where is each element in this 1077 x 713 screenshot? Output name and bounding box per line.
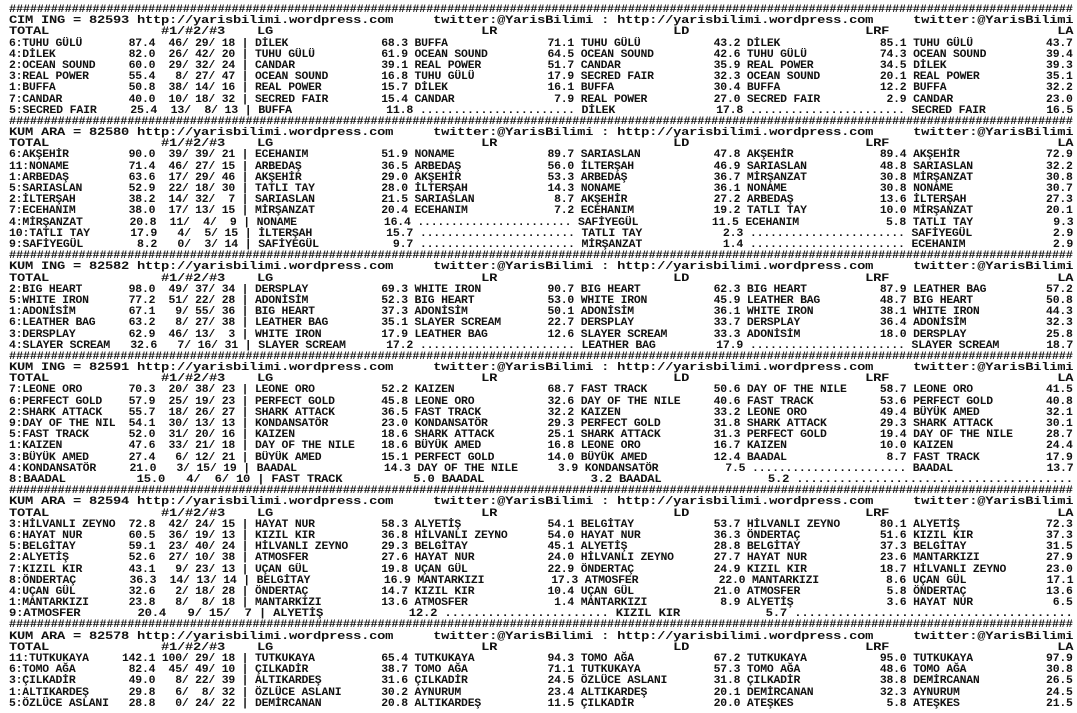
data-row: 9:ATMOSFER 20.4 9/ 15/ 7 | ALYETİŞ 12.2 ....................... KIZIL KIR 5.7 ....................................... xyxy=(9,608,1073,621)
separator-line: ######################################################################################################################################################### xyxy=(9,619,1073,632)
data-row: 5:FAST TRACK 52.0 31/ 20/ 16 | KAIZEN 18.6 SHARK ATTACK 25.1 SHARK ATTACK 31.3 PERFECT GOLD 19.4 DAY OF THE NILE 28.7 xyxy=(9,429,1073,442)
data-row: 1:BUFFA 50.8 38/ 14/ 16 | REAL POWER 15.7 DİLEK 16.1 BUFFA 30.4 BUFFA 12.2 BUFFA 32.2 xyxy=(9,82,1073,95)
race-header: KUM ARA = 82578 http://yarisbilimi.wordpress.com twitter:@YarisBilimi : http://yarisbilimi.wordpress.com twitter:@YarisBilimi xyxy=(9,630,1074,643)
data-row: 9:DAY OF THE NIL 54.1 30/ 13/ 13 | KONDANSATÖR 23.0 KONDANSATÖR 29.3 PERFECT GOLD 31.8 SHARK ATTACK 29.3 SHARK ATTACK 30.1 xyxy=(9,418,1073,431)
data-row: 3:HİLVANLI ZEYNO 72.8 42/ 24/ 15 | HAYAT NUR 58.3 ALYETİŞ 54.1 BELGİTAY 53.7 HİLVANLI ZEYNO 80.1 ALYETİŞ 72.3 xyxy=(9,518,1073,531)
data-row: 9:SAFİYEGÜL 8.2 0/ 3/ 14 | SAFİYEGÜL 9.7 ....................... MİRŞANZAT 1.4 ....................... ECEHANIM 2.9 xyxy=(9,239,1074,251)
data-row: 7:CANDAR 40.0 10/ 18/ 32 | SECRED FAIR 15.4 CANDAR 7.9 REAL POWER 27.0 SECRED FAIR 2.9 CANDAR 23.0 xyxy=(9,93,1073,106)
data-row: 1:ALTIKARDEŞ 29.8 6/ 8/ 32 | ÖZLÜCE ASLANI 30.2 AYNURUM 23.4 ALTIKARDEŞ 20.1 DEMİRCANAN 32.3 AYNURUM 24.5 xyxy=(9,686,1073,699)
column-header: TOTAL #1/#2/#3 LG LR LD LRF LA xyxy=(9,507,1074,520)
separator-line: ######################################################################################################################################################### xyxy=(9,4,1073,16)
race-header: KUM ING = 82591 http://yarisbilimi.wordpress.com twitter:@YarisBilimi : http://yarisbilimi.wordpress.com twitter:@YarisBilimi xyxy=(9,362,1074,375)
data-row: 1:ARBEDAŞ 63.6 17/ 29/ 46 | AKŞEHİR 29.0 AKŞEHİR 53.3 ARBEDAŞ 36.7 MİRŞANZAT 30.8 MİRŞANZAT 30.8 xyxy=(9,171,1073,184)
data-row: 4:UÇAN GÜL 32.6 2/ 18/ 28 | ÖNDERTAÇ 14.7 KIZIL KIR 10.4 UÇAN GÜL 21.0 ATMOSFER 5.8 ÖNDERTAÇ 13.6 xyxy=(9,585,1073,598)
data-row: 4:MİRŞANZAT 20.8 11/ 4/ 9 | NONAME 16.4 ....................... SAFİYEGÜL 11.5 ECEHANIM 5.8 TATLI TAY 9.3 xyxy=(9,216,1074,229)
column-header: TOTAL #1/#2/#3 LG LR LD LRF LA xyxy=(9,641,1074,654)
data-row: 3:BÜYÜK AMED 27.4 6/ 12/ 21 | BÜYÜK AMED 15.1 PERFECT GOLD 14.0 BÜYÜK AMED 12.4 BAADAL 8.7 FAST TRACK 17.9 xyxy=(9,451,1073,464)
data-row: 4:DİLEK 82.0 26/ 42/ 20 | TUHU GÜLÜ 61.9 OCEAN SOUND 64.5 OCEAN SOUND 42.6 TUHU GÜLÜ 74.3 OCEAN SOUND 39.4 xyxy=(9,48,1073,61)
data-row: 3:ÇILKADİR 49.0 8/ 22/ 39 | ALTIKARDEŞ 31.6 ÇILKADİR 24.5 ÖZLÜCE ASLANI 31.8 ÇILKADİR 38.8 DEMİRCANAN 26.5 xyxy=(9,675,1073,688)
separator-line: ######################################################################################################################################################### xyxy=(9,485,1073,498)
data-row: 3:DERSPLAY 62.9 46/ 13/ 3 | WHITE IRON 17.9 LEATHER BAG 12.6 SLAYER SCREAM 33.3 ADONİSİM 18.0 DERSPLAY 25.8 xyxy=(9,328,1073,341)
data-row: 2:İLTERŞAH 38.2 14/ 32/ 7 | SARIASLAN 21.5 SARIASLAN 8.7 AKŞEHİR 27.2 ARBEDAŞ 13.6 İLTERŞAH 27.3 xyxy=(9,194,1073,207)
column-header: TOTAL #1/#2/#3 LG LR LD LRF LA xyxy=(9,373,1074,386)
data-row: 1:KAIZEN 47.6 33/ 21/ 18 | DAY OF THE NILE 18.6 BÜYÜK AMED 16.8 LEONE ORO 16.7 KAIZEN 10.0 KAIZEN 24.4 xyxy=(9,440,1073,453)
data-row: 7:LEONE ORO 70.3 20/ 38/ 23 | LEONE ORO 52.2 KAIZEN 68.7 FAST TRACK 50.6 DAY OF THE NILE 58.7 LEONE ORO 41.5 xyxy=(9,384,1073,397)
data-row: 5:BELGİTAY 59.1 23/ 40/ 24 | HİLVANLI ZEYNO 29.3 BELGİTAY 45.1 ALYETİŞ 28.8 BELGİTAY 37.3 BELGİTAY 31.5 xyxy=(9,541,1073,554)
race-header: KUM ARA = 82594 http://yarisbilimi.wordpress.com twitter:@YarisBilimi : http://yarisbilimi.wordpress.com twitter:@YarisBilimi xyxy=(9,496,1074,509)
race-header: KUM ARA = 82580 http://yarisbilimi.wordpress.com twitter:@YarisBilimi : http://yarisbilimi.wordpress.com twitter:@YarisBilimi xyxy=(9,127,1074,140)
data-row: 5:SECRED FAIR 25.4 13/ 8/ 13 | BUFFA 11.8 ....................... DİLEK 17.8 ....................... SECRED FAIR 16.5 xyxy=(9,104,1074,117)
column-header: TOTAL #1/#2/#3 LG LR LD LRF LA xyxy=(9,272,1074,285)
race-header: CIM ING = 82593 http://yarisbilimi.wordpress.com twitter:@YarisBilimi : http://yarisbilimi.wordpress.com twitter:@YarisBilimi xyxy=(9,15,1074,28)
separator-line: ######################################################################################################################################################### xyxy=(9,350,1073,363)
data-row: 4:SLAYER SCREAM 32.6 7/ 16/ 31 | SLAYER SCREAM 17.2 ....................... LEATHER BAG 17.9 ....................... SLAYER SCREAM 18.7 xyxy=(9,339,1074,352)
race-header: KUM ING = 82582 http://yarisbilimi.wordpress.com twitter:@YarisBilimi : http://yarisbilimi.wordpress.com twitter:@YarisBilimi xyxy=(9,261,1074,274)
data-row: 7:KIZIL KIR 43.1 9/ 23/ 13 | UÇAN GÜL 19.8 UÇAN GÜL 22.9 ÖNDERTAÇ 24.9 KIZIL KIR 18.7 HİLVANLI ZEYNO 23.0 xyxy=(9,563,1073,576)
separator-line: ######################################################################################################################################################### xyxy=(9,250,1073,263)
data-row: 8:ÖNDERTAÇ 36.3 14/ 13/ 14 | BELGİTAY 16.9 MANTARKIZI 17.3 ATMOSFER 22.0 MANTARKIZI 8.6 UÇAN GÜL 17.1 xyxy=(9,574,1074,587)
data-row: 11:TUTKUKAYA 142.1 100/ 29/ 18 | TUTKUKAYA 65.4 TUTKUKAYA 94.3 TOMO AĞA 67.2 TUTKUKAYA 95.0 TUTKUKAYA 97.9 xyxy=(9,653,1073,666)
data-row: 6:TUHU GÜLÜ 87.4 46/ 29/ 18 | DİLEK 68.3 BUFFA 71.1 TUHU GÜLÜ 43.2 DİLEK 85.1 TUHU GÜLÜ 43.7 xyxy=(9,37,1073,50)
data-row: 5:WHITE IRON 77.2 51/ 22/ 28 | ADONİSİM 52.3 BIG HEART 53.0 WHITE IRON 45.9 LEATHER BAG 48.7 BIG HEART 50.8 xyxy=(9,294,1073,307)
data-row: 6:LEATHER BAG 63.2 8/ 27/ 38 | LEATHER BAG 35.1 SLAYER SCREAM 22.7 DERSPLAY 33.7 DERSPLAY 36.4 ADONİSİM 32.3 xyxy=(9,317,1073,330)
data-row: 5:ÖZLÜCE ASLANI 28.8 0/ 24/ 22 | DEMİRCANAN 20.8 ALTIKARDEŞ 11.5 ÇILKADİR 20.0 ATEŞKES 5.8 ATEŞKES 21.5 xyxy=(9,697,1073,710)
data-row: 3:REAL POWER 55.4 8/ 27/ 47 | OCEAN SOUND 16.8 TUHU GÜLÜ 17.9 SECRED FAIR 32.3 OCEAN SOUND 20.1 REAL POWER 35.1 xyxy=(9,71,1073,84)
column-header: TOTAL #1/#2/#3 LG LR LD LRF LA xyxy=(9,138,1074,151)
data-row: 6:TOMO AĞA 82.4 45/ 49/ 10 | ÇILKADİR 38.7 TOMO AĞA 71.1 TUTKUKAYA 57.3 TOMO AĞA 48.6 TOMO AĞA 30.8 xyxy=(9,664,1073,677)
data-row: 2:ALYETİŞ 52.6 27/ 10/ 38 | ATMOSFER 27.6 HAYAT NUR 24.0 HİLVANLI ZEYNO 27.7 HAYAT NUR 23.6 MANTARKIZI 27.9 xyxy=(9,552,1073,565)
data-row: 5:SARIASLAN 52.9 22/ 18/ 30 | TATLI TAY 28.0 İLTERŞAH 14.3 NONAME 36.1 NONAME 30.8 NONAME 30.7 xyxy=(9,183,1073,196)
data-row: 6:HAYAT NUR 60.5 36/ 19/ 13 | KIZIL KIR 36.8 HİLVANLI ZEYNO 54.0 HAYAT NUR 36.3 ÖNDERTAÇ 51.6 KIZIL KIR 37.3 xyxy=(9,529,1073,542)
separator-line: ######################################################################################################################################################### xyxy=(9,115,1073,128)
data-row: 4:KONDANSATÖR 21.0 3/ 15/ 19 | BAADAL 14.3 DAY OF THE NILE 3.9 KONDANSATÖR 7.5 ....................... BAADAL 13.7 xyxy=(9,462,1074,475)
data-row: 11:NONAME 71.4 46/ 27/ 15 | ARBEDAŞ 36.5 ARBEDAŞ 56.0 İLTERŞAH 46.9 SARIASLAN 48.8 SARIASLAN 32.2 xyxy=(9,160,1073,173)
data-row: 2:BIG HEART 98.0 49/ 37/ 34 | DERSPLAY 69.3 WHITE IRON 90.7 BIG HEART 62.3 BIG HEART 87.9 LEATHER BAG 57.2 xyxy=(9,283,1073,296)
data-row: 1:MANTARKIZI 23.8 8/ 8/ 18 | MANTARKIZI 13.6 ATMOSFER 1.4 MANTARKIZI 8.9 ALYETİŞ 3.6 HAYAT NUR 6.5 xyxy=(9,597,1073,610)
data-row: 2:OCEAN SOUND 60.0 29/ 32/ 24 | CANDAR 39.1 REAL POWER 51.7 CANDAR 35.9 REAL POWER 34.5 DİLEK 39.3 xyxy=(9,59,1073,72)
data-row: 10:TATLI TAY 17.9 4/ 5/ 15 | İLTERŞAH 15.7 ....................... TATLI TAY 2.3 ....................... SAFİYEGÜL 2.9 xyxy=(9,227,1074,240)
race-analysis-sheet xyxy=(9,5,1073,710)
data-row: 1:ADONİSİM 67.1 9/ 55/ 36 | BIG HEART 37.3 ADONİSİM 50.1 ADONİSİM 36.1 WHITE IRON 38.1 WHITE IRON 44.3 xyxy=(9,306,1073,319)
column-header: TOTAL #1/#2/#3 LG LR LD LRF LA xyxy=(9,26,1074,39)
data-row: 7:ECEHANIM 38.0 17/ 13/ 15 | MİRŞANZAT 20.4 ECEHANIM 7.2 ECEHANIM 19.2 TATLI TAY 10.0 MİRŞANZAT 20.1 xyxy=(9,205,1073,218)
data-row: 6:PERFECT GOLD 57.9 25/ 19/ 23 | PERFECT GOLD 45.8 LEONE ORO 32.6 DAY OF THE NILE 40.6 FAST TRACK 53.6 PERFECT GOLD 40.8 xyxy=(9,395,1073,408)
data-row: 6:AKŞEHİR 90.0 39/ 39/ 21 | ECEHANIM 51.9 NONAME 89.7 SARIASLAN 47.8 AKŞEHİR 89.4 AKŞEHİR 72.9 xyxy=(9,149,1073,162)
data-row: 8:BAADAL 15.0 4/ 6/ 10 | FAST TRACK 5.0 BAADAL 3.2 BAADAL 5.2 ....................................... xyxy=(9,474,1073,486)
data-row: 2:SHARK ATTACK 55.7 18/ 26/ 27 | SHARK ATTACK 36.5 FAST TRACK 32.2 KAIZEN 33.2 LEONE ORO 49.4 BÜYÜK AMED 32.1 xyxy=(9,406,1073,419)
